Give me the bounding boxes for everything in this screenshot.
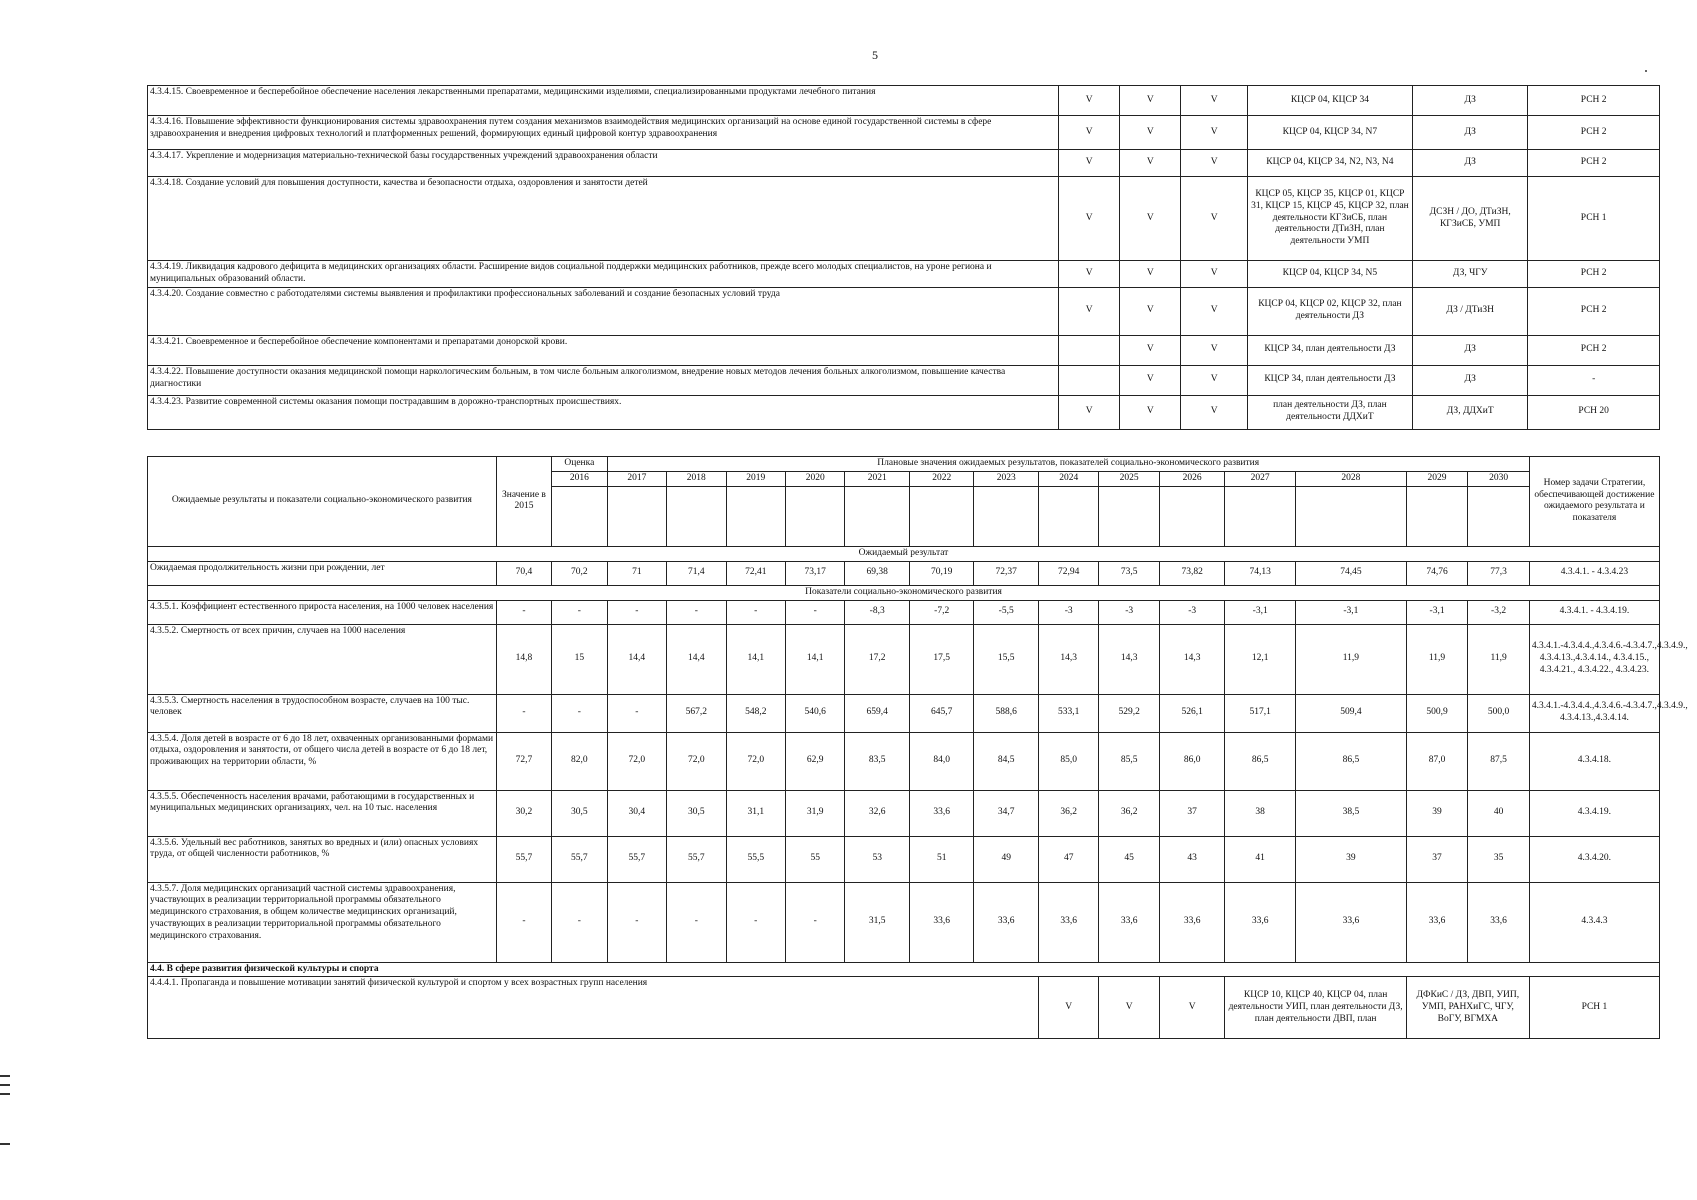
task-mark: V [1038, 977, 1098, 1039]
indicator-value: 14,4 [607, 624, 666, 694]
header-spacer-cell [552, 486, 607, 546]
indicator-value: 31,9 [785, 790, 844, 836]
indicator-value: 548,2 [726, 694, 785, 732]
indicator-label: Ожидаемая продолжительность жизни при рождении, лет [148, 561, 497, 585]
indicator-task: 4.3.4.1. - 4.3.4.19. [1529, 600, 1659, 624]
indicator-value: 72,37 [974, 561, 1039, 585]
indicator-value: -8,3 [845, 600, 910, 624]
task-mark: V [1181, 365, 1247, 395]
task-text: 4.3.4.15. Своевременное и бесперебойное обеспечение населения лекарственными препаратами, медицинскими изделиями, специализированными продуктами лечебного питания [148, 86, 1059, 116]
indicator-value: 72,0 [667, 732, 726, 790]
indicator-value: 15,5 [974, 624, 1039, 694]
header-spacer-cell [667, 486, 726, 546]
indicator-value: 14,1 [726, 624, 785, 694]
indicator-value: 34,7 [974, 790, 1039, 836]
indicator-value: 86,5 [1225, 732, 1296, 790]
indicator-value: 588,6 [974, 694, 1039, 732]
task-mark: V [1059, 150, 1120, 177]
task-mark: V [1159, 977, 1225, 1039]
indicator-value: 33,6 [1099, 882, 1159, 962]
task-document: план деятельности ДЗ, план деятельности ДДХиТ [1247, 395, 1412, 429]
page-number: 5 [872, 48, 878, 62]
task-text: 4.3.4.21. Своевременное и бесперебойное обеспечение компонентами и препаратами донорской крови. [148, 335, 1059, 365]
indicator-value: 517,1 [1225, 694, 1296, 732]
indicator-row [148, 732, 1660, 790]
indicator-value: 17,5 [909, 624, 974, 694]
indicator-value: 39 [1406, 790, 1467, 836]
indicator-value: 70,19 [909, 561, 974, 585]
indicator-row [148, 882, 1660, 962]
indicator-value: -3 [1038, 600, 1098, 624]
indicator-value: 53 [845, 836, 910, 882]
indicator-value: 33,6 [909, 882, 974, 962]
indicator-value: 71 [607, 561, 666, 585]
task-executor: ДФКиС / ДЗ, ДВП, УИП, УМП, РАНХиГС, ЧГУ, ВоГУ, ВГМХА [1406, 977, 1529, 1039]
indicator-value: 11,9 [1468, 624, 1530, 694]
indicator-value: 41 [1225, 836, 1296, 882]
indicator-value: - [552, 882, 607, 962]
task-mark: V [1099, 977, 1159, 1039]
band-row [148, 585, 1660, 600]
indicator-value: -3,1 [1406, 600, 1467, 624]
indicator-value: 72,0 [726, 732, 785, 790]
task-mark: V [1120, 287, 1181, 335]
indicator-value: - [726, 882, 785, 962]
indicator-value: 33,6 [1159, 882, 1225, 962]
indicator-value: -3,1 [1295, 600, 1406, 624]
task-document: КЦСР 04, КЦСР 34, N2, N3, N4 [1247, 150, 1412, 177]
indicator-value: 73,82 [1159, 561, 1225, 585]
indicator-value: 33,6 [1406, 882, 1467, 962]
task-row [148, 395, 1660, 429]
band-expected: Ожидаемый результат [148, 546, 1660, 561]
task-code: РСН 2 [1528, 86, 1660, 116]
indicator-value: 38,5 [1295, 790, 1406, 836]
indicator-value: 533,1 [1038, 694, 1098, 732]
indicator-value: 55 [785, 836, 844, 882]
indicator-value: 72,7 [496, 732, 551, 790]
indicator-value: 36,2 [1038, 790, 1098, 836]
indicator-value: -5,5 [974, 600, 1039, 624]
indicator-value: 11,9 [1406, 624, 1467, 694]
indicator-value: 82,0 [552, 732, 607, 790]
task-mark: V [1181, 287, 1247, 335]
indicator-value: 74,13 [1225, 561, 1296, 585]
task-executor: ДЗ, ДДХиТ [1413, 395, 1528, 429]
task-executor: ДСЗН / ДО, ДТиЗН, КГЗиСБ, УМП [1413, 177, 1528, 261]
indicator-value: 645,7 [909, 694, 974, 732]
indicator-value: -3 [1099, 600, 1159, 624]
indicator-value: 38 [1225, 790, 1296, 836]
indicator-row [148, 600, 1660, 624]
year-header: 2021 [845, 471, 910, 486]
task-mark: V [1120, 116, 1181, 150]
indicator-task: 4.3.4.19. [1529, 790, 1659, 836]
task-mark: V [1120, 86, 1181, 116]
indicator-value: 14,4 [667, 624, 726, 694]
indicator-value: 62,9 [785, 732, 844, 790]
indicator-label: 4.3.5.2. Смертность от всех причин, случаев на 1000 населения [148, 624, 497, 694]
indicator-task: 4.3.4.20. [1529, 836, 1659, 882]
task-row [148, 177, 1660, 261]
header-spacer-cell [1159, 486, 1225, 546]
year-header: 2028 [1295, 471, 1406, 486]
indicator-value: 47 [1038, 836, 1098, 882]
task-executor: ДЗ / ДТиЗН [1413, 287, 1528, 335]
task-code: РСН 1 [1529, 977, 1659, 1039]
task-mark: V [1181, 395, 1247, 429]
indicator-value: 33,6 [1468, 882, 1530, 962]
indicator-value: - [552, 600, 607, 624]
indicator-value: - [667, 600, 726, 624]
indicator-value: 49 [974, 836, 1039, 882]
task-mark: V [1120, 150, 1181, 177]
task-mark: V [1059, 177, 1120, 261]
task-text: 4.3.4.22. Повышение доступности оказания медицинской помощи наркологическим больным, в том числе больным алкоголизмом, внедрение новых методов лечения больных алкоголизмом, повышение качества диагностики [148, 365, 1059, 395]
indicator-value: 33,6 [974, 882, 1039, 962]
task-text: 4.3.4.17. Укрепление и модернизация материально-технической базы государственных учреждений здравоохранения области [148, 150, 1059, 177]
task-mark: V [1059, 116, 1120, 150]
task-row [148, 150, 1660, 177]
task-text: 4.3.4.18. Создание условий для повышения доступности, качества и безопасности отдыха, оздоровления и занятости детей [148, 177, 1059, 261]
task-executor: ДЗ, ЧГУ [1413, 261, 1528, 288]
indicator-value: 55,7 [667, 836, 726, 882]
task-row [148, 365, 1660, 395]
indicator-value: 45 [1099, 836, 1159, 882]
header-spacer-cell [1038, 486, 1098, 546]
tasks-table [147, 85, 1660, 430]
task-code: РСН 2 [1528, 116, 1660, 150]
value-2015-header: Значение в 2015 [496, 457, 551, 547]
indicator-value: 30,5 [552, 790, 607, 836]
indicator-value: 87,5 [1468, 732, 1530, 790]
task-row [148, 287, 1660, 335]
task-executor: ДЗ [1413, 335, 1528, 365]
indicator-value: 73,5 [1099, 561, 1159, 585]
indicator-value: 30,4 [607, 790, 666, 836]
expected-row [148, 561, 1660, 585]
task-row [148, 86, 1660, 116]
indicator-value: 86,0 [1159, 732, 1225, 790]
indicator-task: 4.3.4.1. - 4.3.4.23 [1529, 561, 1659, 585]
indicator-value: 84,5 [974, 732, 1039, 790]
task-mark: V [1059, 395, 1120, 429]
indicator-value: 55,7 [607, 836, 666, 882]
task-row [148, 977, 1660, 1039]
indicator-value: 500,9 [1406, 694, 1467, 732]
year-header: 2023 [974, 471, 1039, 486]
task-code: - [1528, 365, 1660, 395]
indicator-value: 87,0 [1406, 732, 1467, 790]
indicator-value: 74,45 [1295, 561, 1406, 585]
margin-mark [0, 1084, 10, 1086]
indicator-value: 526,1 [1159, 694, 1225, 732]
indicator-label: 4.3.5.4. Доля детей в возрасте от 6 до 18 лет, охваченных организованными формами отдыха, оздоровления и занятости, от общего числа детей в возрасте от 6 до 18 лет, проживающих на территории области, % [148, 732, 497, 790]
task-mark [1059, 335, 1120, 365]
year-header: 2030 [1468, 471, 1530, 486]
task-mark: V [1059, 86, 1120, 116]
indicator-value: - [496, 882, 551, 962]
band-indicators: Показатели социально-экономического развития [148, 585, 1660, 600]
task-mark: V [1059, 261, 1120, 288]
indicator-value: - [667, 882, 726, 962]
section-title: 4.4. В сфере развития физической культуры и спорта [148, 962, 1660, 977]
indicator-value: 55,7 [496, 836, 551, 882]
task-mark: V [1181, 261, 1247, 288]
task-mark: V [1120, 177, 1181, 261]
task-mark: V [1120, 395, 1181, 429]
indicator-value: 30,2 [496, 790, 551, 836]
indicator-label: 4.3.5.3. Смертность населения в трудоспособном возрасте, случаев на 100 тыс. человек [148, 694, 497, 732]
indicator-value: 70,4 [496, 561, 551, 585]
indicator-value: - [496, 694, 551, 732]
indicator-value: 500,0 [1468, 694, 1530, 732]
header-spacer-cell [1225, 486, 1296, 546]
task-executor: ДЗ [1413, 365, 1528, 395]
indicator-value: 72,0 [607, 732, 666, 790]
header-row [148, 457, 1660, 472]
task-text: 4.3.4.19. Ликвидация кадрового дефицита в медицинских организациях области. Расширение видов социальной поддержки медицинских работников, прежде всего молодых специалистов, на уроне региона и муниципальных образований области. [148, 261, 1059, 288]
indicator-value: 86,5 [1295, 732, 1406, 790]
indicator-task: 4.3.4.18. [1529, 732, 1659, 790]
indicator-value: 37 [1406, 836, 1467, 882]
margin-mark [0, 1075, 10, 1077]
indicator-value: -3 [1159, 600, 1225, 624]
indicator-label: 4.3.5.1. Коэффициент естественного прироста населения, на 1000 человек населения [148, 600, 497, 624]
task-code: РСН 2 [1528, 261, 1660, 288]
task-document: КЦСР 04, КЦСР 34, N5 [1247, 261, 1412, 288]
task-row [148, 116, 1660, 150]
indicator-value: 33,6 [909, 790, 974, 836]
indicator-value: 14,3 [1038, 624, 1098, 694]
task-document: КЦСР 04, КЦСР 02, КЦСР 32, план деятельности ДЗ [1247, 287, 1412, 335]
indicator-value: - [607, 882, 666, 962]
indicator-value: 72,94 [1038, 561, 1098, 585]
indicator-label: 4.3.5.7. Доля медицинских организаций частной системы здравоохранения, участвующих в реализации территориальной программы обязательного медицинского страхования, в общем количестве медицинских организаций, участвующих в реализации территориальной программы обязательного медицинского страхования. [148, 882, 497, 962]
indicator-value: 659,4 [845, 694, 910, 732]
planned-header: Плановые значения ожидаемых результатов, показателей социально-экономического развития [607, 457, 1529, 472]
indicator-value: 12,1 [1225, 624, 1296, 694]
task-code: РСН 2 [1528, 335, 1660, 365]
indicator-value: 73,17 [785, 561, 844, 585]
year-header: 2025 [1099, 471, 1159, 486]
header-spacer-cell [1468, 486, 1530, 546]
task-mark: V [1120, 365, 1181, 395]
indicator-value: 39 [1295, 836, 1406, 882]
indicator-value: - [496, 600, 551, 624]
header-spacer-cell [726, 486, 785, 546]
indicator-row [148, 790, 1660, 836]
task-code: РСН 2 [1528, 287, 1660, 335]
task-document: КЦСР 04, КЦСР 34 [1247, 86, 1412, 116]
task-document: КЦСР 34, план деятельности ДЗ [1247, 335, 1412, 365]
indicator-value: 15 [552, 624, 607, 694]
task-mark: V [1181, 86, 1247, 116]
indicator-value: 14,1 [785, 624, 844, 694]
indicator-value: - [552, 694, 607, 732]
indicator-value: 55,7 [552, 836, 607, 882]
task-code: РСН 2 [1528, 150, 1660, 177]
indicator-value: 509,4 [1295, 694, 1406, 732]
indicator-value: 40 [1468, 790, 1530, 836]
section-row [148, 962, 1660, 977]
indicator-value: - [726, 600, 785, 624]
task-mark: V [1181, 150, 1247, 177]
indicator-label: 4.3.5.6. Удельный вес работников, занятых во вредных и (или) опасных условиях труда, от общей численности работников, % [148, 836, 497, 882]
indicator-value: 35 [1468, 836, 1530, 882]
year-header: 2017 [607, 471, 666, 486]
indicator-value: 72,41 [726, 561, 785, 585]
indicators-table [147, 456, 1688, 1039]
indicator-value: 31,5 [845, 882, 910, 962]
indicator-value: - [607, 694, 666, 732]
year-header: 2018 [667, 471, 726, 486]
year-header: 2016 [552, 471, 607, 486]
margin-mark [0, 1143, 10, 1145]
indicator-value: 55,5 [726, 836, 785, 882]
year-header: 2024 [1038, 471, 1098, 486]
task-text: 4.3.4.23. Развитие современной системы оказания помощи пострадавшим в дорожно-транспортных происшествиях. [148, 395, 1059, 429]
indicator-value: - [607, 600, 666, 624]
task-document: КЦСР 04, КЦСР 34, N7 [1247, 116, 1412, 150]
task-document: КЦСР 05, КЦСР 35, КЦСР 01, КЦСР 31, КЦСР 15, КЦСР 45, КЦСР 32, план деятельности КГЗиСБ, план деятельности ДТиЗН, план деятельности УМП [1247, 177, 1412, 261]
indicator-value: 30,5 [667, 790, 726, 836]
indicator-value: -3,2 [1468, 600, 1530, 624]
task-mark [1059, 365, 1120, 395]
margin-mark [0, 1093, 10, 1095]
task-document: КЦСР 10, КЦСР 40, КЦСР 04, план деятельности УИП, план деятельности ДЗ, план деятельности ДВП, план [1225, 977, 1406, 1039]
indicator-value: 31,1 [726, 790, 785, 836]
indicator-value: 33,6 [1225, 882, 1296, 962]
task-code: РСН 20 [1528, 395, 1660, 429]
indicator-row [148, 624, 1660, 694]
task-row [148, 261, 1660, 288]
indicator-value: 37 [1159, 790, 1225, 836]
indicator-value: 14,3 [1159, 624, 1225, 694]
indicator-row [148, 836, 1660, 882]
indicator-value: 36,2 [1099, 790, 1159, 836]
indicator-value: -7,2 [909, 600, 974, 624]
estimate-header: Оценка [552, 457, 607, 472]
task-mark: V [1181, 335, 1247, 365]
task-mark: V [1120, 261, 1181, 288]
indicator-row [148, 694, 1660, 732]
task-mark: V [1059, 287, 1120, 335]
header-spacer-cell [607, 486, 666, 546]
task-executor: ДЗ [1413, 116, 1528, 150]
header-spacer-cell [1406, 486, 1467, 546]
indicator-task: 4.3.4.3 [1529, 882, 1659, 962]
indicator-value: 11,9 [1295, 624, 1406, 694]
indicator-value: - [785, 600, 844, 624]
indicator-value: 33,6 [1295, 882, 1406, 962]
results-header: Ожидаемые результаты и показатели социально-экономического развития [148, 457, 497, 547]
indicator-value: 529,2 [1099, 694, 1159, 732]
indicator-value: 14,3 [1099, 624, 1159, 694]
indicator-value: 85,0 [1038, 732, 1098, 790]
header-spacer-cell [1099, 486, 1159, 546]
indicator-value: -3,1 [1225, 600, 1296, 624]
header-spacer-cell [1295, 486, 1406, 546]
indicator-value: 567,2 [667, 694, 726, 732]
header-spacer-cell [909, 486, 974, 546]
task-mark: V [1181, 116, 1247, 150]
indicator-value: 71,4 [667, 561, 726, 585]
indicator-value: 33,6 [1038, 882, 1098, 962]
header-spacer-cell [785, 486, 844, 546]
task-text: 4.3.4.16. Повышение эффективности функционирования системы здравоохранения путем создания механизмов взаимодействия медицинских организаций на основе единой государственной системы в сфере здравоохранения и внедрения цифровых технологий и платформенных решений, формирующих единый цифровой контур здравоохранения [148, 116, 1059, 150]
indicator-value: 77,3 [1468, 561, 1530, 585]
indicator-value: 69,38 [845, 561, 910, 585]
indicator-task: 4.3.4.1.-4.3.4.4.,4.3.4.6.-4.3.4.7.,4.3.4.9., 4.3.4.13.,4.3.4.14., 4.3.4.15., 4.3.4.21., 4.3.4.22., 4.3.4.23. [1529, 624, 1659, 694]
indicator-value: 17,2 [845, 624, 910, 694]
indicator-value: 84,0 [909, 732, 974, 790]
task-code: РСН 1 [1528, 177, 1660, 261]
indicator-value: 83,5 [845, 732, 910, 790]
year-header: 2022 [909, 471, 974, 486]
indicator-value: 540,6 [785, 694, 844, 732]
task-mark: V [1120, 335, 1181, 365]
task-text: 4.3.4.20. Создание совместно с работодателями системы выявления и профилактики профессиональных заболеваний и создание безопасных условий труда [148, 287, 1059, 335]
indicator-value: 51 [909, 836, 974, 882]
indicator-value: 14,8 [496, 624, 551, 694]
indicator-value: - [785, 882, 844, 962]
indicator-value: 70,2 [552, 561, 607, 585]
indicator-value: 43 [1159, 836, 1225, 882]
year-header: 2020 [785, 471, 844, 486]
task-text: 4.4.4.1. Пропаганда и повышение мотивации занятий физической культурой и спортом у всех возрастных групп населения [148, 977, 1039, 1039]
year-header: 2026 [1159, 471, 1225, 486]
task-executor: ДЗ [1413, 86, 1528, 116]
year-header: 2027 [1225, 471, 1296, 486]
indicator-label: 4.3.5.5. Обеспеченность населения врачами, работающими в государственных и муниципальных медицинских организациях, чел. на 10 тыс. населения [148, 790, 497, 836]
indicator-value: 32,6 [845, 790, 910, 836]
margin-marks [0, 1075, 12, 1152]
task-document: КЦСР 34, план деятельности ДЗ [1247, 365, 1412, 395]
indicator-value: 74,76 [1406, 561, 1467, 585]
task-row [148, 335, 1660, 365]
header-spacer-cell [974, 486, 1039, 546]
task-executor: ДЗ [1413, 150, 1528, 177]
task-number-header: Номер задачи Стратегии, обеспечивающей достижение ожидаемого результата и показателя [1529, 457, 1659, 547]
header-spacer-cell [845, 486, 910, 546]
band-row [148, 546, 1660, 561]
year-header: 2029 [1406, 471, 1467, 486]
task-mark: V [1181, 177, 1247, 261]
indicator-value: 85,5 [1099, 732, 1159, 790]
year-header: 2019 [726, 471, 785, 486]
scan-speck [1645, 70, 1647, 72]
indicator-task: 4.3.4.1.-4.3.4.4.,4.3.4.6.-4.3.4.7.,4.3.4.9., 4.3.4.13.,4.3.4.14. [1529, 694, 1659, 732]
